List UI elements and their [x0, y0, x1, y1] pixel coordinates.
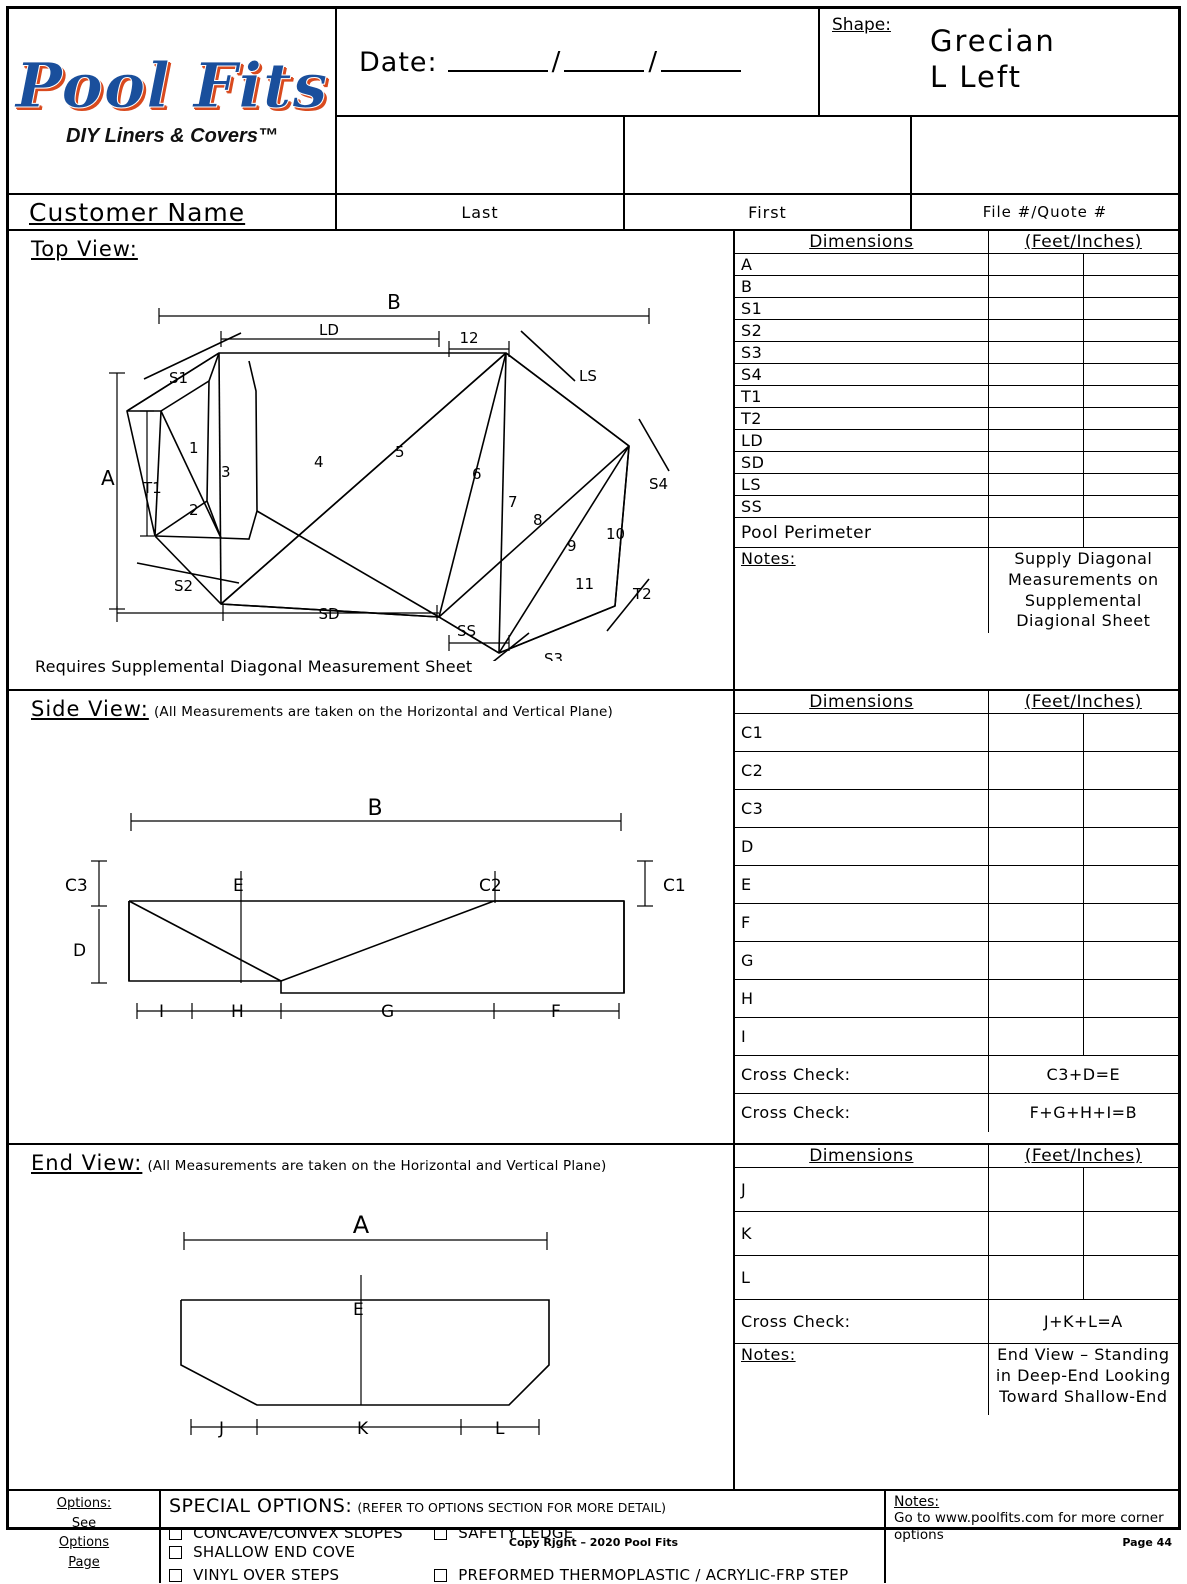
date-field[interactable]: Date: / /: [337, 9, 820, 117]
options-label-3: Page: [68, 1554, 100, 1570]
end-view-note: (All Measurements are taken on the Horizontal and Vertical Plane): [147, 1158, 607, 1174]
dim-value-G[interactable]: [988, 942, 1083, 980]
svg-text:S3: S3: [544, 650, 564, 661]
option-label-4: SHALLOW END COVE: [193, 1543, 356, 1561]
dim-label-J: J: [735, 1168, 988, 1212]
table-row: [735, 254, 1178, 276]
dim-value-Kb[interactable]: [1083, 1212, 1178, 1256]
dim-label-T2: T2: [735, 408, 988, 430]
option-label-2: SAFETY LEDGE: [458, 1524, 574, 1542]
dim-value-Db[interactable]: [1083, 828, 1178, 866]
footer-notes-label: Notes:: [894, 1494, 940, 1510]
checkbox-preformed-thermoplastic-step[interactable]: [434, 1569, 447, 1582]
dim-value-J[interactable]: [988, 1168, 1083, 1212]
date-day-blank[interactable]: [564, 52, 644, 72]
dim-value-C2[interactable]: [988, 752, 1083, 790]
top-dimensions-table: [735, 231, 1178, 633]
dim-value-T2[interactable]: [988, 408, 1083, 430]
dim-value-Hb[interactable]: [1083, 980, 1178, 1018]
svg-text:F: F: [551, 1002, 561, 1022]
dim-value-E[interactable]: [988, 866, 1083, 904]
svg-text:9: 9: [567, 537, 577, 555]
dim-label-SS: SS: [735, 496, 988, 518]
dim-value-A2[interactable]: [1083, 254, 1178, 276]
svg-text:7: 7: [508, 493, 518, 511]
date-label: Date:: [359, 46, 438, 78]
table-row: [735, 1056, 1178, 1094]
svg-text:10: 10: [606, 525, 626, 543]
last-label: Last: [337, 195, 625, 229]
top-notes-row: [735, 548, 1178, 634]
options-label-0: Options:: [56, 1496, 112, 1511]
end-notes-text: End View – Standing in Deep-End Looking Toward Shallow-End: [988, 1344, 1178, 1416]
end-dimensions-pane: [735, 1145, 1178, 1489]
table-row: [735, 408, 1178, 430]
svg-text:11: 11: [575, 575, 595, 593]
side-dim-head-0: Dimensions: [735, 691, 988, 714]
end-dim-head-0: Dimensions: [735, 1145, 988, 1168]
date-year-blank[interactable]: [661, 52, 741, 72]
side-view-title: Side View:: [31, 697, 149, 721]
svg-text:SS: SS: [457, 622, 477, 640]
dim-value-LDb[interactable]: [1083, 430, 1178, 452]
dim-value-Eb[interactable]: [1083, 866, 1178, 904]
svg-text:G: G: [381, 1002, 395, 1022]
option-label-0: CONCAVE/CONVEX SLOPES: [193, 1524, 403, 1542]
top-notes-text: Supply Diagonal Measurements on Supplemental Diagional Sheet: [988, 548, 1178, 634]
end-view-diagram: [9, 1175, 735, 1475]
side-dimensions-pane: [735, 691, 1178, 1143]
table-row: [735, 942, 1178, 980]
date-month-blank[interactable]: [448, 52, 548, 72]
svg-text:I: I: [159, 1002, 165, 1022]
dim-label-I: I: [735, 1018, 988, 1056]
table-row: [735, 828, 1178, 866]
table-row: [735, 298, 1178, 320]
table-row: [735, 752, 1178, 790]
dim-value-B[interactable]: [988, 276, 1083, 298]
side-view-row: [9, 691, 1178, 1145]
top-view-title: Top View:: [31, 237, 138, 261]
end-view-title: End View:: [31, 1151, 143, 1175]
customer-name-label: Customer Name: [29, 197, 246, 227]
svg-text:S1: S1: [169, 369, 189, 387]
svg-text:D: D: [73, 941, 87, 961]
dim-value-F[interactable]: [988, 904, 1083, 942]
dim-value-SDb[interactable]: [1083, 452, 1178, 474]
dim-label-LS: LS: [735, 474, 988, 496]
svg-text:6: 6: [472, 465, 482, 483]
side-dimensions-table: [735, 691, 1178, 1132]
form-sheet: [6, 6, 1181, 1584]
first-name-input[interactable]: [625, 117, 912, 195]
side-view-pane: [9, 691, 735, 1143]
special-options-title: SPECIAL OPTIONS:: [169, 1495, 353, 1517]
dim-value-I[interactable]: [988, 1018, 1083, 1056]
dim-label-S2: S2: [735, 320, 988, 342]
table-row: [735, 320, 1178, 342]
logo-text: Pool Fits: [15, 48, 329, 122]
svg-text:3: 3: [221, 463, 231, 481]
dim-label-S3: S3: [735, 342, 988, 364]
svg-text:H: H: [231, 1002, 244, 1022]
dim-value-S2b[interactable]: [1083, 320, 1178, 342]
dim-value-C2b[interactable]: [1083, 752, 1178, 790]
form-header: [9, 9, 1178, 231]
table-row: [735, 1212, 1178, 1256]
svg-text:K: K: [357, 1419, 369, 1439]
dim-value-A[interactable]: [988, 254, 1083, 276]
svg-text:A: A: [101, 466, 115, 490]
svg-text:T1: T1: [143, 479, 162, 497]
dim-value-C1[interactable]: [988, 714, 1083, 752]
dim-value-S3b[interactable]: [1083, 342, 1178, 364]
page-number: Page 44: [1122, 1536, 1172, 1549]
dim-label-C1: C1: [735, 714, 988, 752]
top-view-row: [9, 231, 1178, 691]
side-cross-check-2-label: Cross Check:: [735, 1094, 988, 1132]
dim-label-pool-perimeter: Pool Perimeter: [735, 518, 988, 548]
dim-value-C3[interactable]: [988, 790, 1083, 828]
dim-value-T2b[interactable]: [1083, 408, 1178, 430]
dim-label-G: G: [735, 942, 988, 980]
top-view-pane: [9, 231, 735, 689]
shape-value: [930, 23, 1056, 96]
svg-text:B: B: [367, 796, 383, 821]
dim-label-L: L: [735, 1256, 988, 1300]
file-quote-input[interactable]: [912, 117, 1178, 195]
table-row: [735, 904, 1178, 942]
top-dimensions-pane: [735, 231, 1178, 689]
svg-text:5: 5: [395, 443, 405, 461]
svg-text:J: J: [219, 1419, 225, 1439]
dim-label-S4: S4: [735, 364, 988, 386]
table-row: [735, 1094, 1178, 1132]
dim-label-D: D: [735, 828, 988, 866]
checkbox-vinyl-over-steps[interactable]: [169, 1569, 182, 1582]
dim-label-S1: S1: [735, 298, 988, 320]
dim-value-T1[interactable]: [988, 386, 1083, 408]
table-row: [735, 452, 1178, 474]
file-quote-label: File #/Quote #: [982, 203, 1108, 221]
top-view-footnote: Requires Supplemental Diagonal Measurement Sheet: [35, 657, 473, 676]
top-dim-head-0: Dimensions: [735, 231, 988, 254]
side-view-diagram: [9, 721, 735, 1131]
table-row: [735, 1018, 1178, 1056]
table-row: [735, 386, 1178, 408]
dim-value-S1[interactable]: [988, 298, 1083, 320]
table-row: [735, 518, 1178, 548]
dim-value-SSb[interactable]: [1083, 496, 1178, 518]
dim-label-H: H: [735, 980, 988, 1018]
svg-text:8: 8: [533, 511, 543, 529]
footer-notes-text: Go to www.poolfits.com for more corner options: [894, 1510, 1164, 1543]
shape-value-line2: L Left: [930, 60, 1022, 95]
dim-value-perimeter-b[interactable]: [1083, 518, 1178, 548]
svg-text:2: 2: [189, 501, 199, 519]
svg-text:12: 12: [459, 329, 479, 347]
dim-value-B2[interactable]: [1083, 276, 1178, 298]
svg-text:C1: C1: [663, 876, 686, 896]
svg-text:1: 1: [189, 439, 199, 457]
shape-value-line1: Grecian: [930, 24, 1056, 58]
dim-label-E: E: [735, 866, 988, 904]
dim-label-K: K: [735, 1212, 988, 1256]
table-row: [735, 1168, 1178, 1212]
table-row: [735, 1256, 1178, 1300]
dim-label-LD: LD: [735, 430, 988, 452]
side-cross-check-2-formula: F+G+H+I=B: [988, 1094, 1178, 1132]
options-label-1: See: [71, 1515, 97, 1531]
dim-value-Gb[interactable]: [1083, 942, 1178, 980]
end-dimensions-table: [735, 1145, 1178, 1415]
side-dim-head-1: (Feet/Inches): [988, 691, 1178, 714]
table-row: [735, 1300, 1178, 1344]
svg-text:T2: T2: [633, 585, 652, 603]
options-label-2: Options: [58, 1535, 110, 1550]
svg-text:SD: SD: [318, 605, 340, 623]
dim-value-C1b[interactable]: [1083, 714, 1178, 752]
end-notes-row: [735, 1344, 1178, 1416]
table-row: [735, 430, 1178, 452]
svg-text:A: A: [352, 1211, 370, 1239]
dim-value-LS[interactable]: [988, 474, 1083, 496]
top-notes-label: Notes:: [735, 548, 988, 634]
svg-text:L: L: [495, 1419, 505, 1439]
top-dim-head-1: (Feet/Inches): [988, 231, 1178, 254]
end-cross-check-formula: J+K+L=A: [988, 1300, 1178, 1344]
end-cross-check-label: Cross Check:: [735, 1300, 988, 1344]
dim-value-K[interactable]: [988, 1212, 1083, 1256]
side-cross-check-1-label: Cross Check:: [735, 1056, 988, 1094]
segment-numbers: [189, 439, 625, 593]
dim-label-T1: T1: [735, 386, 988, 408]
dim-value-perimeter[interactable]: [988, 518, 1083, 548]
first-label: First: [625, 195, 912, 229]
logo-tagline: DIY Liners & Covers™: [66, 124, 278, 147]
dim-value-S4b[interactable]: [1083, 364, 1178, 386]
dim-value-S3[interactable]: [988, 342, 1083, 364]
svg-text:S4: S4: [649, 475, 669, 493]
dim-label-C3: C3: [735, 790, 988, 828]
table-row: [735, 866, 1178, 904]
last-name-input[interactable]: [337, 117, 625, 195]
table-row: [735, 276, 1178, 298]
dim-value-S2[interactable]: [988, 320, 1083, 342]
svg-text:E: E: [233, 876, 244, 896]
svg-text:C3: C3: [65, 876, 88, 896]
table-row: [735, 496, 1178, 518]
end-view-row: [9, 1145, 1178, 1491]
dim-value-Ib[interactable]: [1083, 1018, 1178, 1056]
dim-value-L[interactable]: [988, 1256, 1083, 1300]
dim-value-Lb[interactable]: [1083, 1256, 1178, 1300]
customer-name-label-cell: [9, 195, 337, 229]
dim-value-H[interactable]: [988, 980, 1083, 1018]
dim-value-S1b[interactable]: [1083, 298, 1178, 320]
svg-text:4: 4: [314, 453, 324, 471]
svg-text:B: B: [387, 290, 401, 314]
side-view-note: (All Measurements are taken on the Horizontal and Vertical Plane): [153, 704, 614, 720]
shape-field: [820, 9, 1178, 117]
table-row: [735, 790, 1178, 828]
dim-value-SD[interactable]: [988, 452, 1083, 474]
end-notes-label: Notes:: [735, 1344, 988, 1416]
table-row: [735, 714, 1178, 752]
dim-value-LD[interactable]: [988, 430, 1083, 452]
dim-value-LSb[interactable]: [1083, 474, 1178, 496]
dim-value-S4[interactable]: [988, 364, 1083, 386]
top-view-diagram: [9, 261, 735, 661]
special-options-ref: (REFER TO OPTIONS SECTION FOR MORE DETAIL): [357, 1500, 667, 1515]
end-view-pane: [9, 1145, 735, 1489]
option-label-1: VINYL OVER STEPS: [193, 1566, 340, 1584]
table-row: [735, 980, 1178, 1018]
logo: [9, 9, 337, 195]
side-cross-check-1-formula: C3+D=E: [988, 1056, 1178, 1094]
dim-label-A: A: [735, 254, 988, 276]
dim-value-SS[interactable]: [988, 496, 1083, 518]
table-row: [735, 342, 1178, 364]
table-row: [735, 364, 1178, 386]
end-dim-head-1: (Feet/Inches): [988, 1145, 1178, 1168]
dim-value-D[interactable]: [988, 828, 1083, 866]
copyright: Copy Rjght – 2020 Pool Fits: [508, 1536, 679, 1549]
dim-label-F: F: [735, 904, 988, 942]
dim-label-SD: SD: [735, 452, 988, 474]
svg-text:LD: LD: [319, 321, 339, 339]
dim-value-C3b[interactable]: [1083, 790, 1178, 828]
option-label-3: PREFORMED THERMOPLASTIC / ACRYLIC-FRP STEP: [458, 1566, 849, 1584]
svg-text:E: E: [353, 1300, 364, 1320]
dim-label-C2: C2: [735, 752, 988, 790]
dim-value-Fb[interactable]: [1083, 904, 1178, 942]
svg-text:S2: S2: [174, 577, 194, 595]
svg-text:LS: LS: [579, 367, 597, 385]
table-row: [735, 474, 1178, 496]
svg-text:C2: C2: [479, 876, 502, 896]
dim-label-B: B: [735, 276, 988, 298]
shape-label: Shape:: [832, 15, 891, 35]
dim-value-Jb[interactable]: [1083, 1168, 1178, 1212]
dim-value-T1b[interactable]: [1083, 386, 1178, 408]
